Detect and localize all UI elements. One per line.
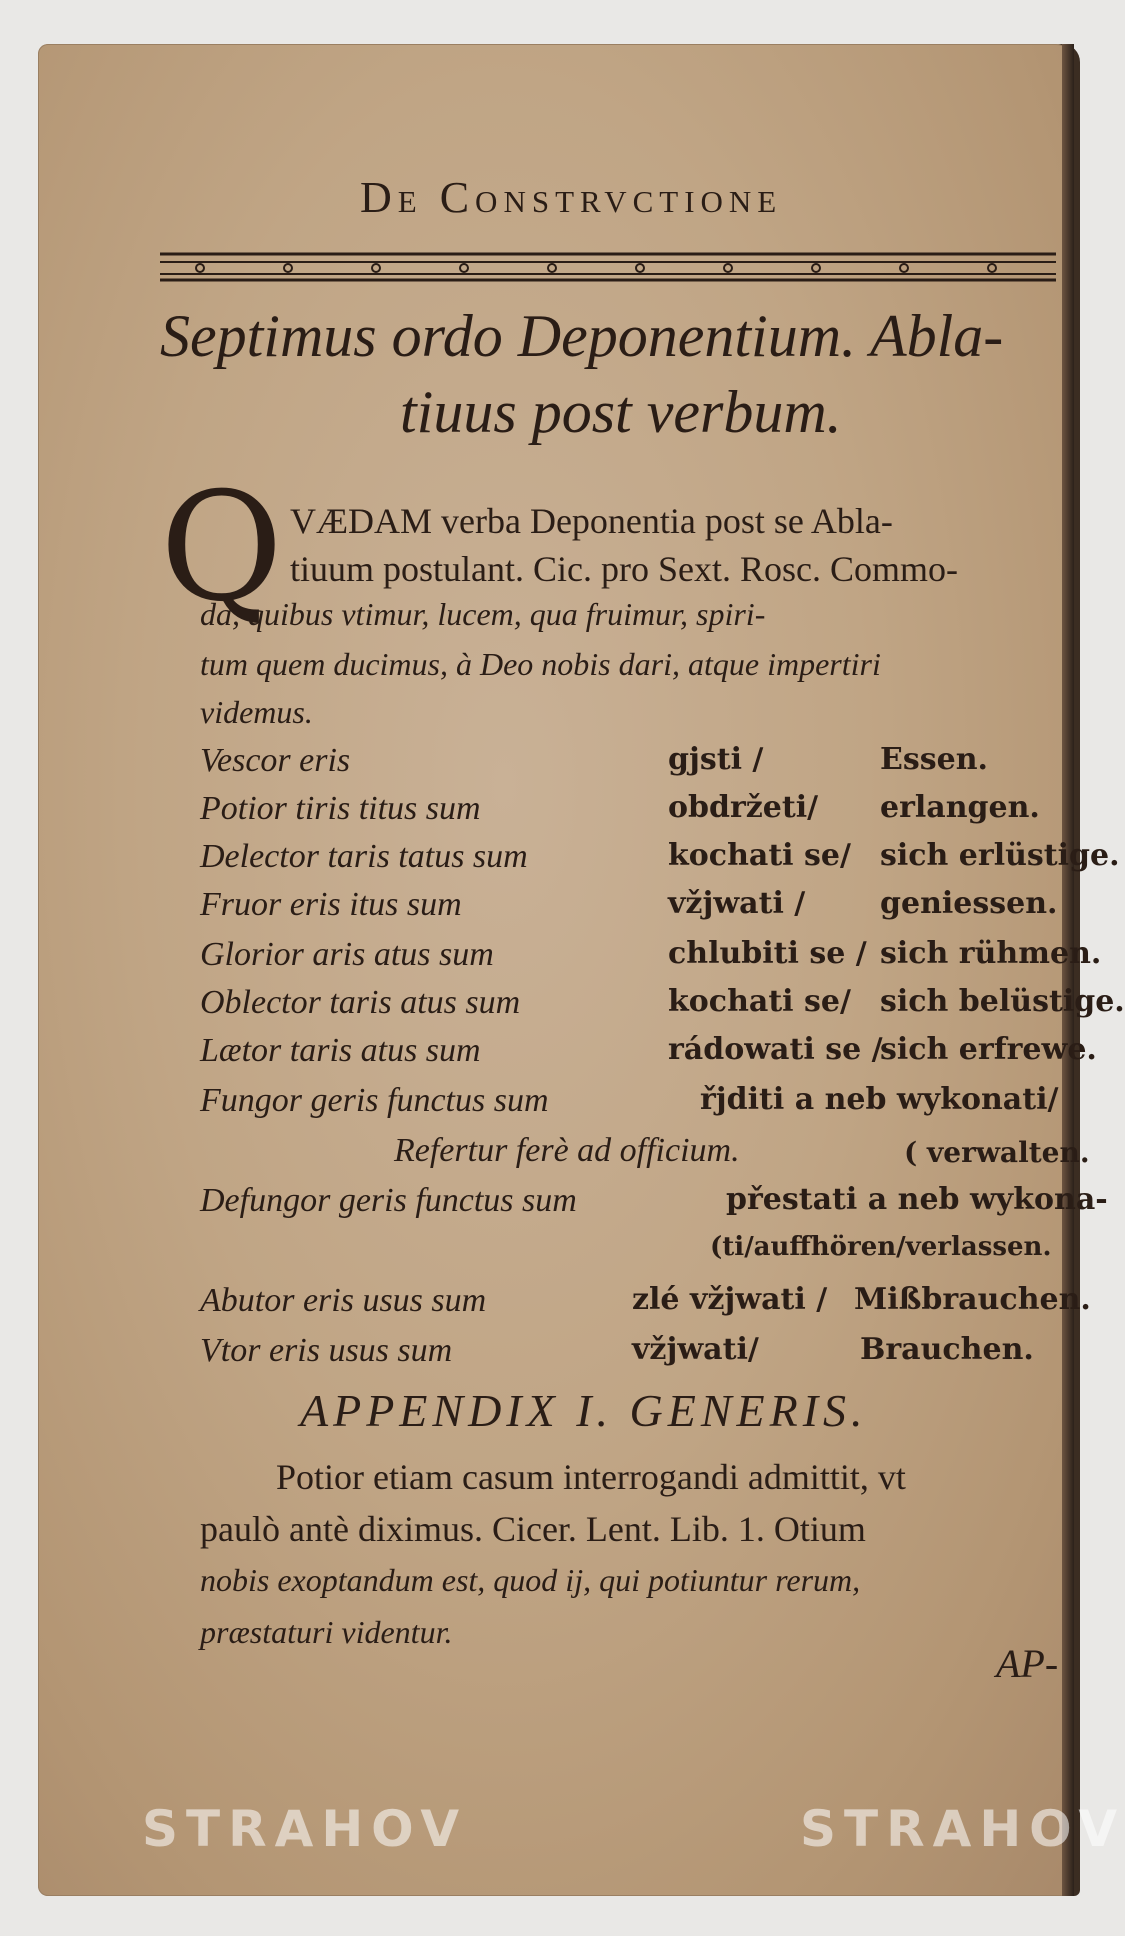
verb-german: sich erlüstige. bbox=[880, 838, 1120, 873]
verb-latin: Oblector taris atus sum bbox=[200, 984, 521, 1021]
running-header: De Constrvctione bbox=[360, 173, 783, 222]
verb-latin: Defungor geris functus sum bbox=[200, 1182, 577, 1219]
verb-row bbox=[200, 886, 1070, 934]
verb-latin: Fruor eris itus sum bbox=[200, 886, 462, 923]
verb-latin: Fungor geris functus sum bbox=[200, 1082, 549, 1119]
watermark-left: STRAHOV bbox=[142, 1800, 468, 1858]
verb-row bbox=[200, 1082, 1070, 1130]
verb-row bbox=[200, 1032, 1097, 1080]
verb-latin: Abutor eris usus sum bbox=[200, 1282, 487, 1319]
verb-czech: obdržeti/ bbox=[668, 790, 819, 825]
verb-latin: Potior tiris titus sum bbox=[200, 790, 481, 827]
appendix-line-3: nobis exoptandum est, quod ij, qui potiuntur rerum, bbox=[200, 1562, 861, 1598]
verb-german: geniessen. bbox=[880, 886, 1058, 921]
intro-line-1: VÆDAM verba Deponentia post se Abla- bbox=[290, 501, 893, 541]
verb-german: Mißbrauchen. bbox=[854, 1282, 1091, 1317]
fungor-note: Refertur ferè ad officium. bbox=[394, 1132, 740, 1169]
verb-czech: vžjwati/ bbox=[632, 1332, 759, 1367]
verb-czech: kochati se/ bbox=[668, 838, 851, 873]
drop-cap: Q bbox=[160, 461, 283, 635]
intro-line-5: videmus. bbox=[200, 694, 313, 730]
ornamental-rule bbox=[160, 248, 1056, 282]
verb-czech: vžjwati / bbox=[668, 886, 806, 921]
intro-line-4: tum quem ducimus, à Deo nobis dari, atque impertiri bbox=[200, 646, 881, 682]
verb-czech: zlé vžjwati / bbox=[632, 1282, 828, 1317]
verb-latin: Vtor eris usus sum bbox=[200, 1332, 453, 1369]
title-line-1: Septimus ordo Deponentium. Abla- bbox=[160, 303, 1004, 369]
verb-german: erlangen. bbox=[880, 790, 1040, 825]
intro-line-2: tiuum postulant. Cic. pro Sext. Rosc. Commo- bbox=[290, 549, 958, 589]
appendix-line-2: paulò antè diximus. Cicer. Lent. Lib. 1. Otium bbox=[200, 1509, 866, 1549]
verb-czech: kochati se/ bbox=[668, 984, 851, 1019]
verb-czech: chlubiti se / bbox=[668, 936, 867, 971]
verb-german: sich belüstige. bbox=[880, 984, 1125, 1019]
verb-row bbox=[200, 1332, 1070, 1380]
catchword: AP- bbox=[996, 1641, 1059, 1686]
verb-czech: rádowati se / bbox=[668, 1032, 883, 1067]
verb-row bbox=[200, 984, 1125, 1032]
watermark-right: STRAHOV bbox=[800, 1800, 1125, 1858]
verb-row bbox=[200, 1182, 1108, 1230]
defungor-continuation: (ti/auffhören/verlassen. bbox=[710, 1232, 1052, 1262]
verb-latin: Delector taris tatus sum bbox=[200, 838, 528, 875]
verb-german: sich erfrewe. bbox=[880, 1032, 1097, 1067]
verb-czech: řjditi a neb wykonati/ bbox=[700, 1082, 1059, 1117]
appendix-line-1: Potior etiam casum interrogandi admittit, vt bbox=[276, 1457, 906, 1497]
fungor-german: ( verwalten. bbox=[904, 1136, 1090, 1169]
appendix-line-4: præstaturi videntur. bbox=[200, 1614, 453, 1650]
verb-row bbox=[200, 838, 1120, 886]
verb-czech: gjsti / bbox=[668, 742, 764, 777]
verb-row bbox=[200, 1282, 1091, 1330]
verb-latin: Vescor eris bbox=[200, 742, 351, 779]
section-title bbox=[160, 298, 1060, 450]
title-line-2: tiuus post verbum. bbox=[400, 379, 842, 445]
verb-czech: přestati a neb wykona- bbox=[726, 1182, 1108, 1217]
appendix-heading: APPENDIX I. GENERIS. bbox=[300, 1385, 868, 1436]
verb-german: sich rühmen. bbox=[880, 936, 1102, 971]
verb-row bbox=[200, 742, 1070, 790]
verb-german: Essen. bbox=[880, 742, 988, 777]
verb-row bbox=[200, 790, 1070, 838]
verb-latin: Lætor taris atus sum bbox=[200, 1032, 481, 1069]
verb-german: Brauchen. bbox=[860, 1332, 1034, 1367]
verb-latin: Glorior aris atus sum bbox=[200, 936, 494, 973]
intro-line-3: da, quibus vtimur, lucem, qua fruimur, spiri- bbox=[200, 596, 766, 632]
verb-row bbox=[200, 936, 1102, 984]
